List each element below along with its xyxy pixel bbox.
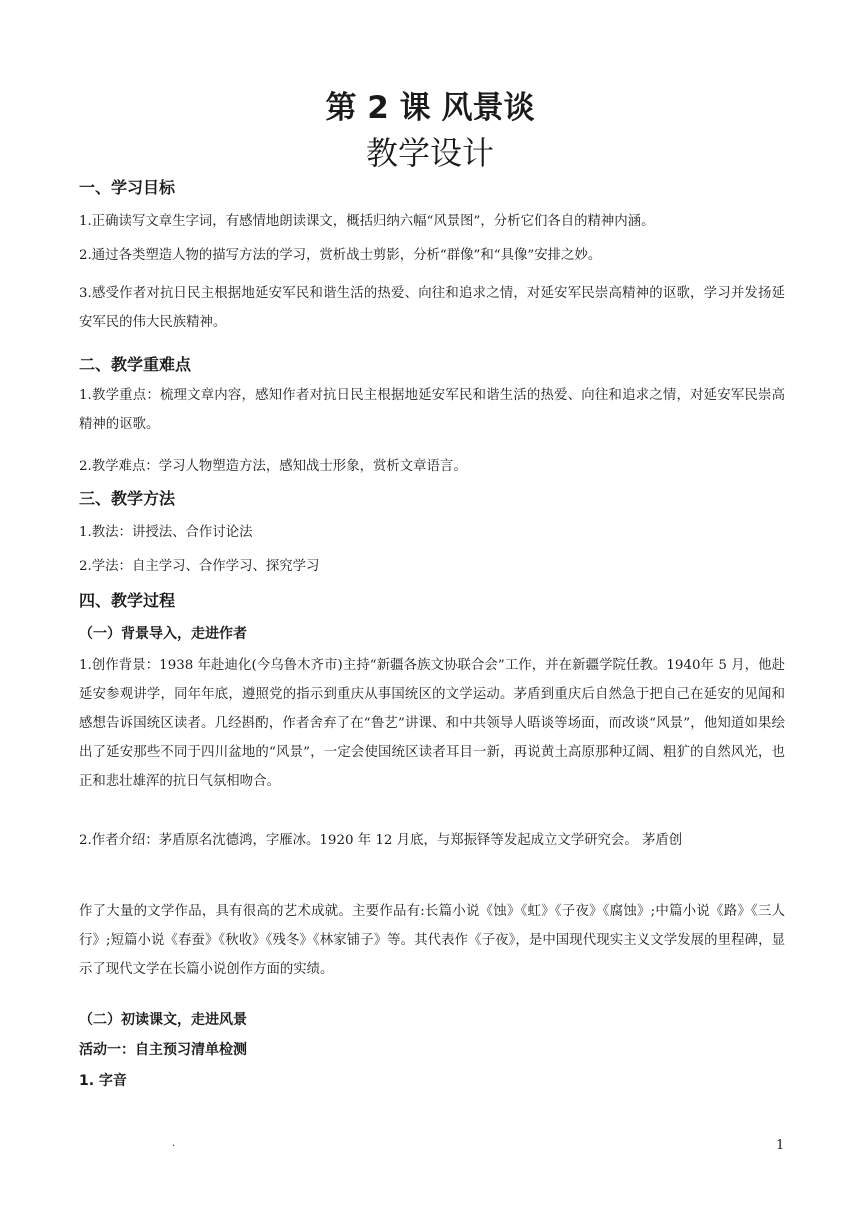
paragraph-author-a: 2.作者介绍：茅盾原名沈德鸿，字雁冰。1920 年 12 月底，与郑振铎等发起成立文学研究会。 茅盾创 (79, 833, 683, 848)
goal-item-2: 2.通过各类塑造人物的描写方法的学习，赏析战士剪影，分析“群像”和“具像”安排之妙。 (79, 248, 602, 263)
method-item-1: 1.教法：讲授法、合作讨论法 (79, 525, 253, 540)
activity-heading: 活动一：自主预习清单检测 (79, 1042, 247, 1058)
subheading-first-reading: （二）初读课文，走进风景 (79, 1012, 247, 1028)
lesson-subtitle: 教学设计 (365, 134, 494, 172)
page-number: 1 (776, 1138, 785, 1153)
key-point-item-2: 2.教学难点：学习人物塑造方法，感知战士形象，赏析文章语言。 (79, 459, 467, 474)
key-point-item-1: 1.教学重点：梳理文章内容，感知作者对抗日民主根据地延安军民和谐生活的热爱、向往和追求之情，对延安军民崇高精神的讴歌。 (79, 388, 785, 432)
paragraph-author-b: 作了大量的文学作品，具有很高的艺术成就。主要作品有:长篇小说《蚀》《虹》《子夜》《腐蚀》;中篇小说《路》《三人行》;短篇小说《春蚕》《秋收》《残冬》《林家铺子》等。其代表作《子夜》，是中国现代现实主义文学发展的里程碑，显示了现代文学在长篇小说创作方面的实绩。 (79, 904, 785, 977)
lesson-title: 第 2 课 风景谈 (325, 90, 535, 126)
heading-goals: 一、学习目标 (79, 178, 176, 197)
goal-item-3: 3.感受作者对抗日民主根据地延安军民和谐生活的热爱、向往和追求之情，对延安军民崇高精神的讴歌，学习并发扬延安军民的伟大民族精神。 (79, 286, 785, 330)
method-item-2: 2.学法：自主学习、合作学习、探究学习 (79, 559, 320, 574)
heading-process: 四、教学过程 (79, 591, 176, 610)
footer-dot: . (172, 1138, 176, 1149)
heading-methods: 三、教学方法 (79, 489, 176, 508)
paragraph-background: 1.创作背景：1938 年赴迪化(今乌鲁木齐市)主持“新疆各族文协联合会”工作，并在新疆学院任教。1940年 5 月，他赴延安参观讲学，同年年底，遵照党的指示到重庆从事国统区的文学运动。茅盾到重庆后自然急于把自己在延安的见闻和感想告诉国统区读者。几经斟酌，作者舍弃了在“鲁艺”讲课、和中共领导人晤谈等场面，而改谈“风景”，他知道如果绘出了延安那些不同于四川盆地的“风景”，一定会使国统区读者耳目一新，再说黄土高原那种辽阔、粗犷的自然风光，也正和悲壮雄浑的抗日气氛相吻合。 (79, 658, 785, 789)
subheading-background: （一）背景导入，走进作者 (79, 626, 247, 642)
subitem-pronunciation: 1. 字音 (79, 1073, 127, 1089)
goal-item-1: 1.正确读写文章生字词，有感情地朗读课文，概括归纳六幅“风景图”，分析它们各自的精神内涵。 (79, 214, 655, 229)
heading-key-points: 二、教学重难点 (79, 355, 192, 374)
